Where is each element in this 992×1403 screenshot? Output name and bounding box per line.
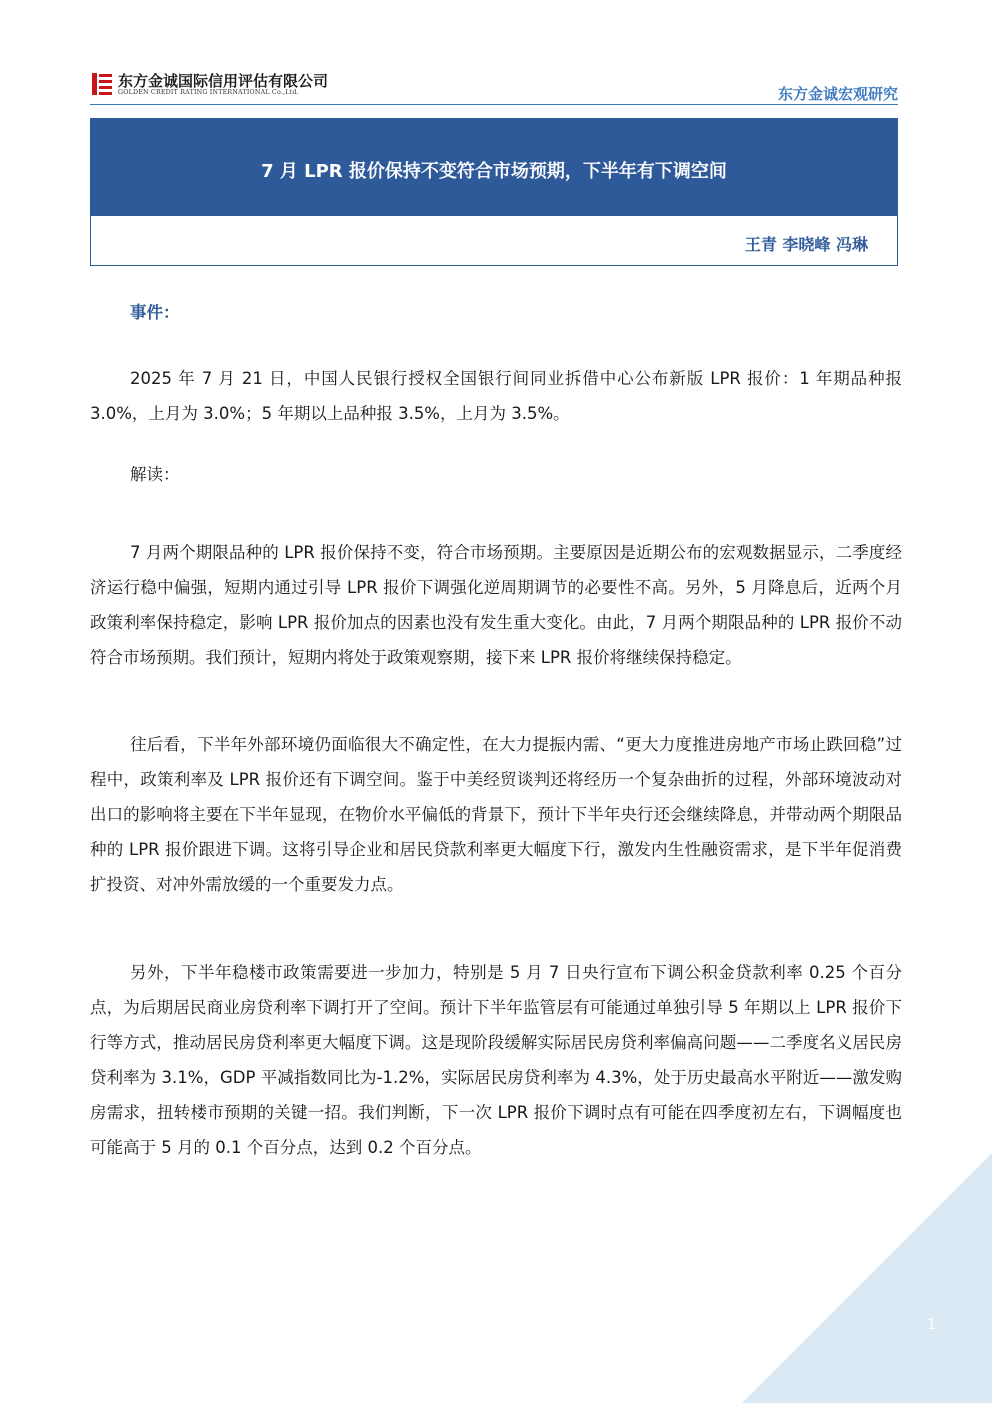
- paragraph-2-block: [90, 727, 902, 902]
- header-divider: [90, 104, 898, 105]
- report-title: 7 月 LPR 报价保持不变符合市场预期，下半年有下调空间: [261, 161, 727, 182]
- paragraph-3: 另外，下半年稳楼市政策需要进一步加力，特别是 5 月 7 日央行宣布下调公积金贷款利率 0.25 个百分点，为后期居民商业房贷利率下调打开了空间。预计下半年监管层有可能通过单独引导 5 年期以上 LPR 报价下行等方式，推动居民房贷利率更大幅度下调。这是现阶段缓解实际居民房贷利率偏高问题——二季度名义居民房贷利率为 3.1%，GDP 平减指数同比为-1.2%，实际居民房贷利率为 4.3%，处于历史最高水平附近——激发购房需求，扭转楼市预期的关键一招。我们判断，下一次 LPR 报价下调时点有可能在四季度初左右，下调幅度也可能高于 5 月的 0.1 个百分点，达到 0.2 个百分点。: [90, 963, 902, 1157]
- report-authors: 王青 李晓峰 冯琳: [744, 235, 868, 254]
- title-box: [90, 118, 898, 266]
- event-text: 2025 年 7 月 21 日，中国人民银行授权全国银行间同业拆借中心公布新版 LPR 报价：1 年期品种报 3.0%，上月为 3.0%；5 年期以上品种报 3.5%，上月为 3.5%。: [90, 369, 902, 423]
- series-name: 东方金诚宏观研究: [777, 85, 898, 103]
- paragraph-3-block: [90, 955, 902, 1165]
- paragraph-1-block: [90, 535, 902, 675]
- page-number: 1: [927, 1317, 936, 1333]
- corner-decoration: [742, 1153, 992, 1403]
- company-name-en: GOLDEN CREDIT RATING INTERNATIONAL Co.,Ltd.: [118, 89, 299, 96]
- company-name-cn: 东方金诚国际信用评估有限公司: [118, 72, 329, 90]
- title-band: [91, 119, 897, 216]
- paragraph-1: 7 月两个期限品种的 LPR 报价保持不变，符合市场预期。主要原因是近期公布的宏观数据显示，二季度经济运行稳中偏强，短期内通过引导 LPR 报价下调强化逆周期调节的必要性不高。另外，5 月降息后，近两个月政策利率保持稳定，影响 LPR 报价加点的因素也没有发生重大变化。由此，7 月两个期限品种的 LPR 报价不动符合市场预期。我们预计，短期内将处于政策观察期，接下来 LPR 报价将继续保持稳定。: [90, 543, 902, 667]
- event-paragraph: [90, 361, 902, 431]
- paragraph-2: 往后看，下半年外部环境仍面临很大不确定性，在大力提振内需、“更大力度推进房地产市场止跌回稳”过程中，政策利率及 LPR 报价还有下调空间。鉴于中美经贸谈判还将经历一个复杂曲折的过程，外部环境波动对出口的影响将主要在下半年显现，在物价水平偏低的背景下，预计下半年央行还会继续降息，并带动两个期限品种的 LPR 报价跟进下调。这将引导企业和居民贷款利率更大幅度下行，激发内生性融资需求，是下半年促消费扩投资、对冲外需放缓的一个重要发力点。: [90, 735, 902, 894]
- company-logo-icon: [92, 73, 112, 95]
- page-header: [0, 0, 992, 110]
- event-label: 事件：: [130, 303, 180, 322]
- interpret-label: 解读：: [130, 465, 180, 484]
